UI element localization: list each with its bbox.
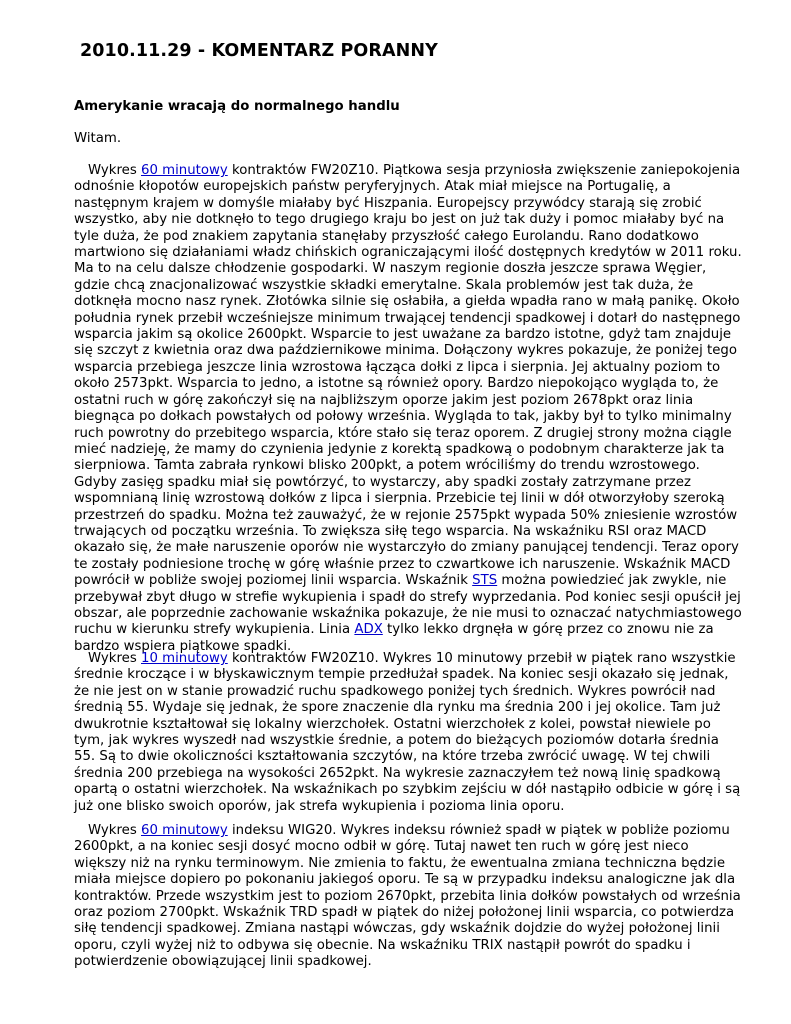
paragraph-text: można powiedzieć jak zwykle, nie przebywał zbyt długo w strefie wykupienia i spadł do strefy wyprzedania. Pod koniec sesji opuścił jej obszar, ale poprzednie zachowanie wskaźnika pokazuje, że nie musi to oznaczać natychmiastowego ruchu w kierunku strefy wykupienia. Linia: [74, 573, 742, 638]
link-sts[interactable]: STS: [472, 573, 498, 589]
page-title: 2010.11.29 - KOMENTARZ PORANNY: [80, 41, 438, 61]
paragraph-text: Wykres: [88, 651, 141, 666]
paragraph-wig20-60min: [74, 823, 744, 971]
paragraph-text: kontraktów FW20Z10. Piątkowa sesja przyniosła zwiększenie zaniepokojenia odnośnie kłopotów europejskich państw peryferyjnych. Atak miał miejsce na Portugalię, a następnym krajem w domyśle miałaby być Hiszpania. Europejscy przywódcy starają się zrobić wszystko, aby nie dotknęło to tego drugiego kraju bo jest on już tak duży i pomoc miałaby być na tyle duża, że pod znakiem zapytania stanęłaby przyszłość całego Eurolandu. Rano dodatkowo martwiono się działaniami władz chińskich ograniczającymi ilość dostępnych kredytów w 2011 roku. Ma to na celu dalsze chłodzenie gospodarki. W naszym regionie doszła jeszcze sprawa Węgier, gdzie chcą znacjonalizować wszystkie składki emerytalne. Skala problemów jest tak duża, że dotknęła mocno nasz rynek. Złotówka silnie się osłabiła, a giełda wpadła rano w małą panikę. Około południa rynek przebił wcześniejsze minimum trwającej tendencji spadkowej i dotarł do następnego wsparcia jakim są okolice 2600pkt. Wsparcie to jest uważane za bardzo istotne, gdyż tam znajduje się szczyt z kwietnia oraz dwa październikowe minima. Dołączony wykres pokazuje, że poniżej tego wsparcia przebiega jeszcze linia wzrostowa łącząca dołki z lipca i sierpnia. Jej aktualny poziom to około 2573pkt. Wsparcia to jedno, a istotne są również opory. Bardzo niepokojąco wygląda to, że ostatni ruch w górę zakończył się na najbliższym oporze jakim jest poziom 2678pkt oraz linia biegnąca po dołkach powstałych od połowy września. Wygląda to tak, jakby był to tylko minimalny ruch powrotny do przebitego wsparcia, które stało się teraz oporem. Z drugiej strony można ciągle mieć nadzieję, że mamy do czynienia jedynie z korektą spadkową o podobnym charakterze jak ta sierpniowa. Tamta zabrała rynkowi blisko 200pkt, a potem wróciliśmy do trendu wzrostowego. Gdyby zasięg spadku miał się powtórzyć, to wystarczy, aby spadki zostały zatrzymane przez wspomnianą linię wzrostową dołków z lipca i sierpnia. Przebicie tej linii w dół otworzyłoby szeroką przestrzeń do spadku. Można też zauważyć, że w rejonie 2575pkt wypada 50% zniesienie wzrostów trwających od początku września. To zwiększa siłę tego wsparcia. Na wskaźniku RSI oraz MACD okazało się, że małe naruszenie oporów nie wystarczyło do zmiany panującej tendencji. Teraz opory te zostały podniesione trochę w górę właśnie przez to czwartkowe ich naruszenie. Wskaźnik MACD powrócił w pobliże swojej poziomej linii wsparcia. Wskaźnik: [74, 163, 742, 589]
paragraph-fw20-10min: [74, 651, 744, 815]
paragraph-text: kontraktów FW20Z10. Wykres 10 minutowy przebił w piątek rano wszystkie średnie kroczące i w błyskawicznym tempie przedłużał spadek. Na koniec sesji okazało się jednak, że nie jest on w stanie prowadzić ruchu spadkowego poniżej tych średnich. Wykres powrócił nad średnią 55. Wydaje się jednak, że spore znaczenie dla rynku ma średnia 200 i jej okolice. Tam już dwukrotnie kształtował się lokalny wierzchołek. Ostatni wierzchołek z kolei, powstał niewiele po tym, jak wykres wyszedł nad wszystkie średnie, a potem do bieżących poziomów dotarła średnia 55. Są to dwie okoliczności kształtowania szczytów, na które trzeba zwrócić uwagę. W tej chwili średnia 200 przebiega na wysokości 2652pkt. Na wykresie zaznaczyłem też nową linię spadkową opartą o ostatni wierzchołek. Na wskaźnikach po szybkim zejściu w dół nastąpiło odbicie w górę i są już one blisko swoich oporów, jak strefa wykupienia i pozioma linia oporu.: [74, 651, 741, 814]
link-60-minutowy-wig20[interactable]: 60 minutowy: [141, 823, 228, 838]
paragraph-text: Wykres: [88, 823, 141, 838]
paragraph-text: indeksu WIG20. Wykres indeksu również spadł w piątek w pobliże poziomu 2600pkt, a na koniec sesji dosyć mocno odbił w górę. Tutaj nawet ten ruch w górę jest nieco większy niż na rynku terminowym. Nie zmienia to faktu, że ewentualna zmiana techniczna będzie miała miejsce dopiero po pokonaniu jakiegoś oporu. Te są w przypadku indeksu analogiczne jak dla kontraktów. Przede wszystkim jest to poziom 2670pkt, przebita linia dołków powstałych od września oraz poziom 2700pkt. Wskaźnik TRD spadł w piątek do niżej położonej linii wsparcia, co potwierdza siłę tendencji spadkowej. Zmiana nastąpi wówczas, gdy wskaźnik dojdzie do wyżej położonej linii oporu, czyli wyżej niż to odbywa się obecnie. Na wskaźniku TRIX nastąpił powrót do spadku i potwierdzenie obowiązującej linii spadkowej.: [74, 823, 741, 970]
link-adx[interactable]: ADX: [354, 622, 383, 638]
link-60-minutowy[interactable]: 60 minutowy: [141, 163, 228, 178]
paragraph-text: Wykres: [88, 163, 141, 178]
paragraph-text: tylko lekko drgnęła w górę przez co znowu nie za bardzo wspiera piątkowe spadki.: [74, 622, 714, 654]
greeting-text: Witam.: [74, 131, 122, 146]
paragraph-fw20-60min: [74, 163, 744, 655]
article-subtitle: Amerykanie wracają do normalnego handlu: [74, 99, 400, 114]
link-10-minutowy[interactable]: 10 minutowy: [141, 651, 228, 666]
